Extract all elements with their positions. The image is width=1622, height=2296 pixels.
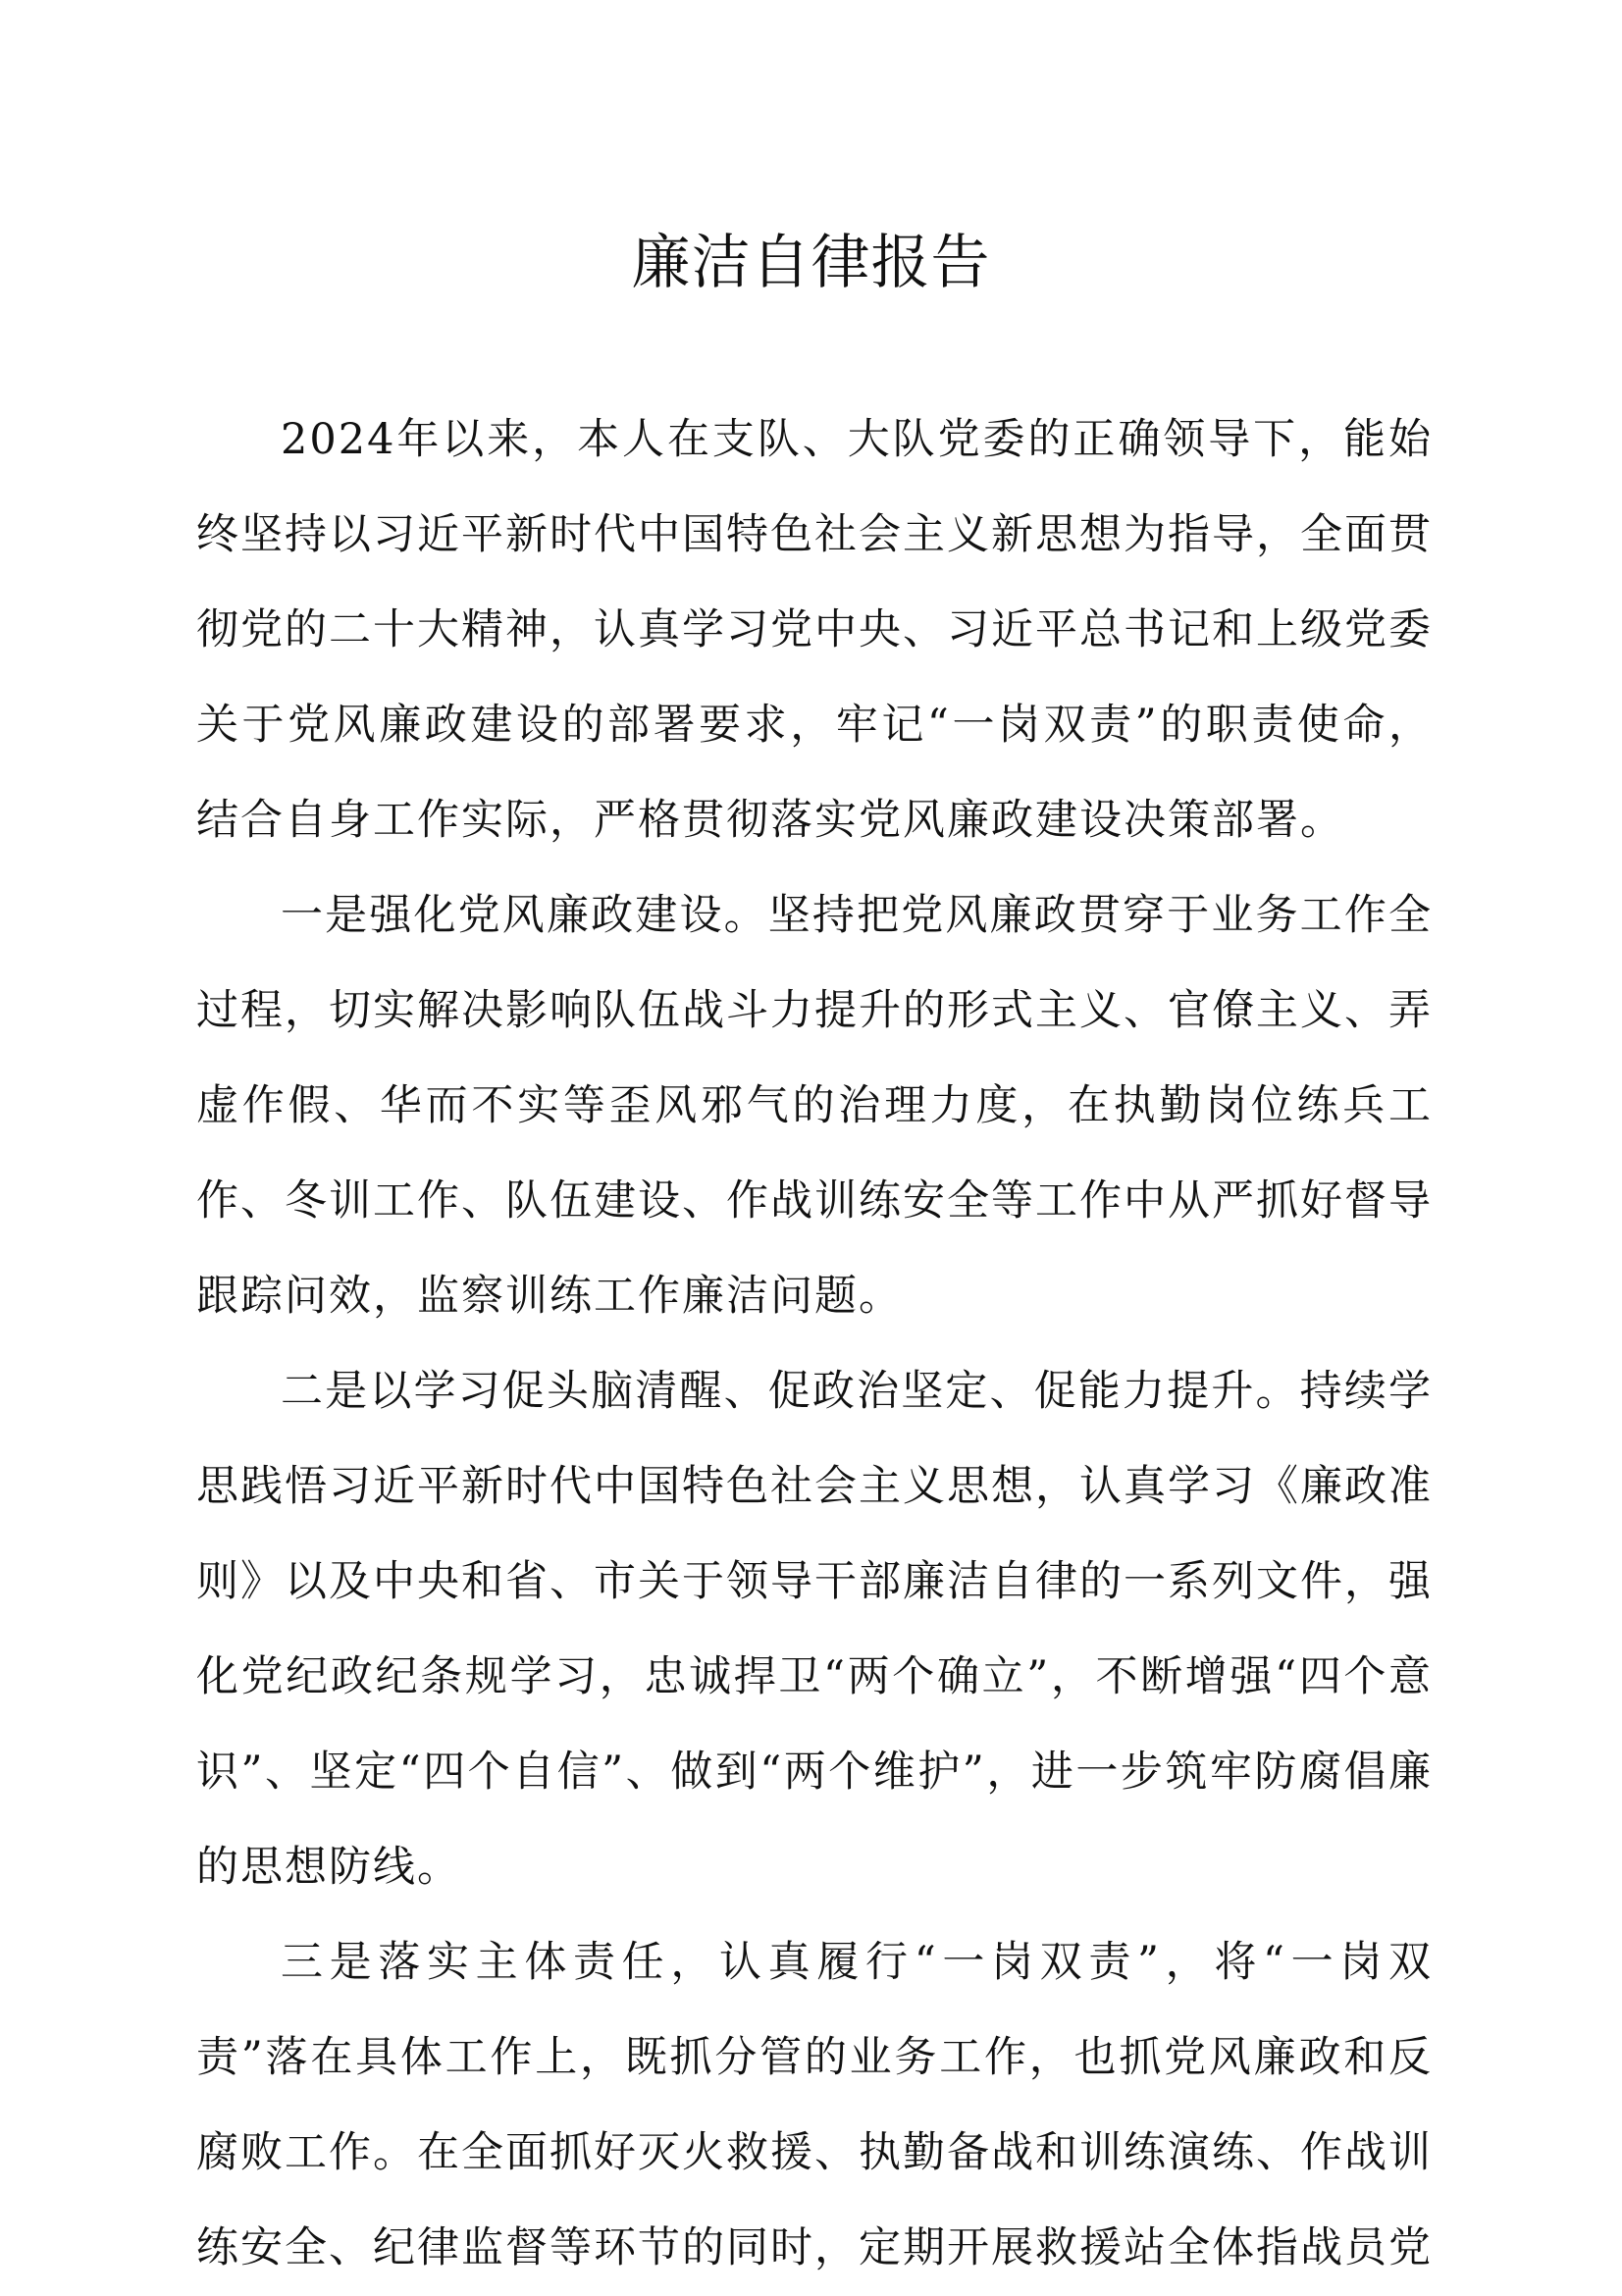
paragraph-point-three: 三是落实主体责任，认真履行“一岗双责”，将“一岗双责”落在具体工作上，既抓分管的业务工作，也抓党风廉政和反腐败工作。在全面抓好灭火救援、执勤备战和训练演练、作战训练安全、纪律监督等环节的同时，定期开展救援站全体指战员党 xyxy=(196,1938,1433,2272)
document-title: 廉洁自律报告 xyxy=(631,229,991,297)
document-body xyxy=(196,392,1433,2296)
paragraph-point-two: 二是以学习促头脑清醒、促政治坚定、促能力提升。持续学思践悟习近平新时代中国特色社会主义思想，认真学习《廉政准则》以及中央和省、市关于领导干部廉洁自律的一系列文件，强化党纪政纪条规学习，忠诚捍卫“两个确立”，不断增强“四个意识”、坚定“四个自信”、做到“两个维护”，进一步筑牢防腐倡廉的思想防线。 xyxy=(196,1367,1433,1892)
paragraph-point-one: 一是强化党风廉政建设。坚持把党风廉政贯穿于业务工作全过程，切实解决影响队伍战斗力提升的形式主义、官僚主义、弄虚作假、华而不实等歪风邪气的治理力度，在执勤岗位练兵工作、冬训工作、队伍建设、作战训练安全等工作中从严抓好督导跟踪问效，监察训练工作廉洁问题。 xyxy=(196,891,1433,1321)
paragraph-intro: 2024年以来，本人在支队、大队党委的正确领导下，能始终坚持以习近平新时代中国特色社会主义新思想为指导，全面贯彻党的二十大精神，认真学习党中央、习近平总书记和上级党委关于党风廉政建设的部署要求，牢记“一岗双责”的职责使命，结合自身工作实际，严格贯彻落实党风廉政建设决策部署。 xyxy=(196,415,1433,845)
